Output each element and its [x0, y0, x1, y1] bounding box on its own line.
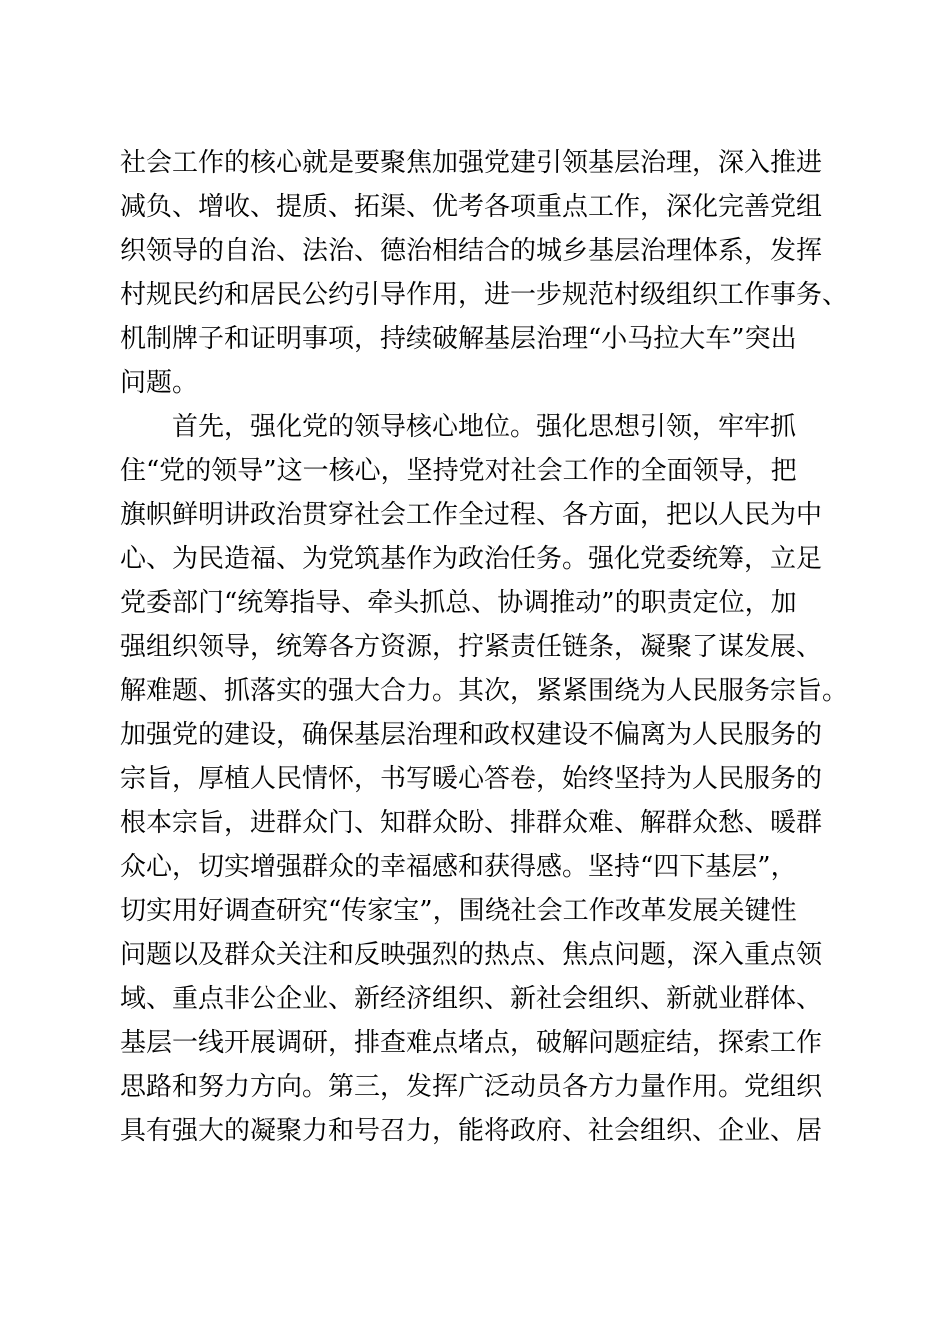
text-line: 机制牌子和证明事项，持续破解基层治理“小马拉大车”突出 [120, 324, 797, 354]
text-line: 问题。 [120, 368, 199, 398]
text-line: 具有强大的凝聚力和号召力，能将政府、社会组织、企业、居 [120, 1116, 823, 1146]
text-line: 住“党的领导”这一核心，坚持党对社会工作的全面领导，把 [120, 456, 797, 486]
text-line: 解难题、抓落实的强大合力。其次，紧紧围绕为人民服务宗旨。 [120, 676, 849, 706]
text-line: 切实用好调查研究“传家宝”，围绕社会工作改革发展关键性 [120, 896, 797, 926]
text-line: 旗帜鲜明讲政治贯穿社会工作全过程、各方面，把以人民为中 [120, 500, 823, 530]
text-line: 问题以及群众关注和反映强烈的热点、焦点问题，深入重点领 [120, 940, 823, 970]
text-line: 基层一线开展调研，排查难点堵点，破解问题症结，探索工作 [120, 1028, 823, 1058]
text-line: 村规民约和居民公约引导作用，进一步规范村级组织工作事务、 [120, 280, 849, 310]
text-line: 社会工作的核心就是要聚焦加强党建引领基层治理，深入推进 [120, 148, 823, 178]
text-line: 思路和努力方向。第三，发挥广泛动员各方力量作用。党组织 [120, 1072, 823, 1102]
text-line: 加强党的建设，确保基层治理和政权建设不偏离为人民服务的 [120, 720, 823, 750]
paragraph-first-line: 首先，强化党的领导核心地位。强化思想引领，牢牢抓 [172, 412, 797, 442]
text-line: 强组织领导，统筹各方资源，拧紧责任链条，凝聚了谋发展、 [120, 632, 823, 662]
text-line: 众心，切实增强群众的幸福感和获得感。坚持“四下基层”， [120, 852, 797, 882]
text-line: 宗旨，厚植人民情怀，书写暖心答卷，始终坚持为人民服务的 [120, 764, 823, 794]
text-line: 党委部门“统筹指导、牵头抓总、协调推动”的职责定位，加 [120, 588, 797, 618]
text-line: 心、为民造福、为党筑基作为政治任务。强化党委统筹，立足 [120, 544, 823, 574]
text-line: 织领导的自治、法治、德治相结合的城乡基层治理体系，发挥 [120, 236, 823, 266]
text-line: 减负、增收、提质、拓渠、优考各项重点工作，深化完善党组 [120, 192, 823, 222]
text-line: 根本宗旨，进群众门、知群众盼、排群众难、解群众愁、暖群 [120, 808, 823, 838]
text-line: 域、重点非公企业、新经济组织、新社会组织、新就业群体、 [120, 984, 823, 1014]
